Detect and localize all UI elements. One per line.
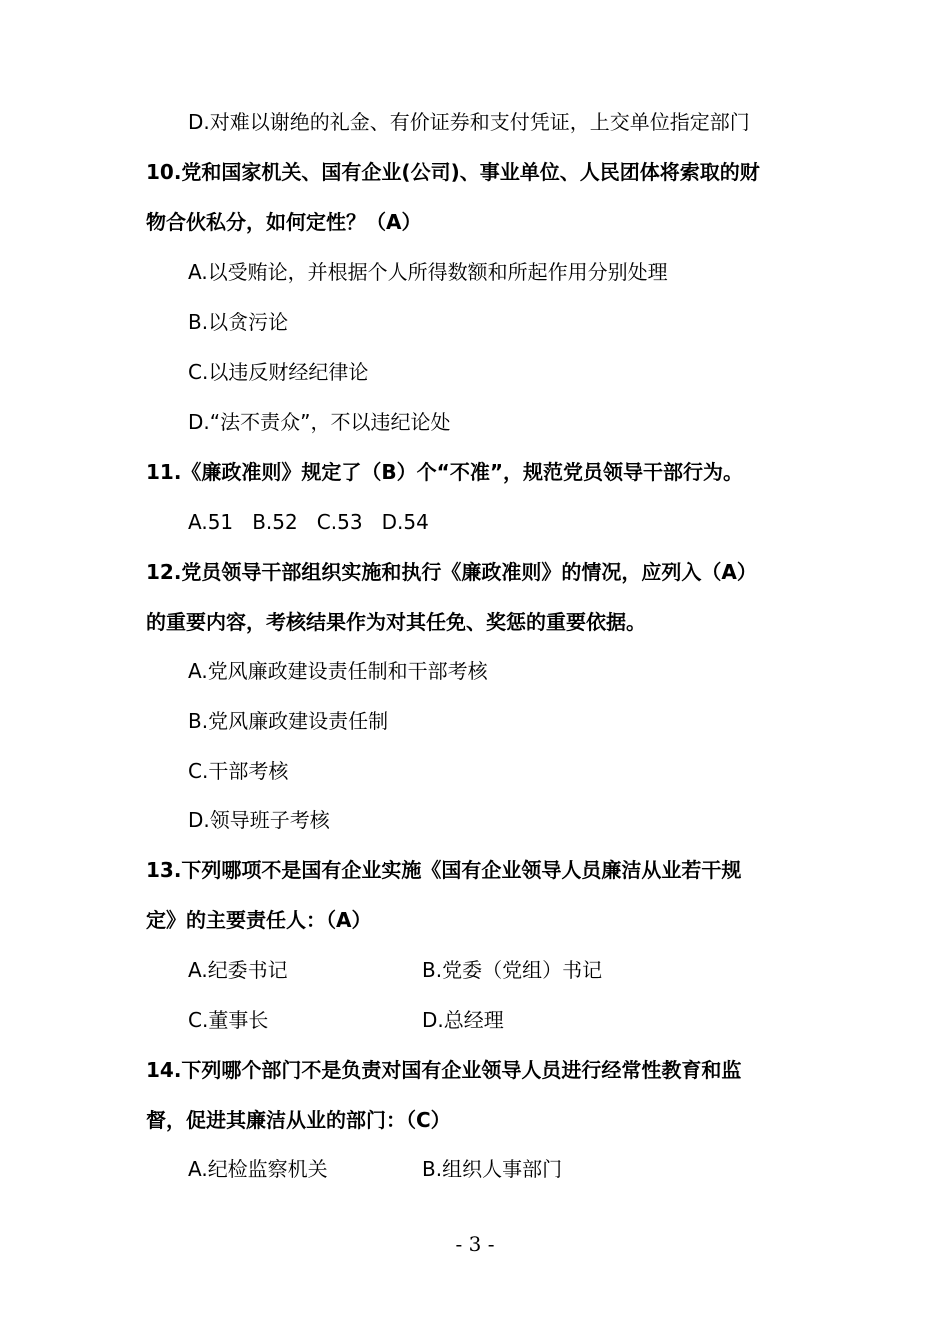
question-line: 11.《廉政准则》规定了（B）个“不准”，规范党员领导干部行为。 — [146, 460, 743, 484]
option-line: D.领导班子考核 — [188, 808, 330, 832]
question-line: 督，促进其廉洁从业的部门：（C） — [146, 1108, 451, 1132]
option-line: A.以受贿论，并根据个人所得数额和所起作用分别处理 — [188, 260, 668, 284]
question-line: 14.下列哪个部门不是负责对国有企业领导人员进行经常性教育和监 — [146, 1058, 742, 1082]
question-line: 定》的主要责任人：（A） — [146, 908, 372, 932]
option-line: B.党风廉政建设责任制 — [188, 709, 389, 733]
option-line: B.以贪污论 — [188, 310, 289, 334]
option-line: A.纪委书记 — [188, 958, 288, 982]
option-line: D.对难以谢绝的礼金、有价证券和支付凭证，上交单位指定部门 — [188, 110, 750, 134]
option-line: C.干部考核 — [188, 759, 289, 783]
question-line: 12.党员领导干部组织实施和执行《廉政准则》的情况，应列入（A） — [146, 560, 757, 584]
option-line: C.以违反财经纪律论 — [188, 360, 369, 384]
option-line: A.党风廉政建设责任制和干部考核 — [188, 659, 488, 683]
page-number: - 3 - — [455, 1232, 495, 1256]
question-line: 10.党和国家机关、国有企业(公司)、事业单位、人民团体将索取的财 — [146, 160, 760, 184]
option-line: D.“法不责众”，不以违纪论处 — [188, 410, 451, 434]
option-line: D.总经理 — [422, 1008, 504, 1032]
option-line: B.党委（党组）书记 — [422, 958, 603, 982]
option-line: A.纪检监察机关 — [188, 1157, 328, 1181]
question-line: 物合伙私分，如何定性？（A） — [146, 210, 422, 234]
question-line: 的重要内容，考核结果作为对其任免、奖惩的重要依据。 — [146, 610, 646, 634]
option-line: C.董事长 — [188, 1008, 269, 1032]
option-line: B.组织人事部门 — [422, 1157, 563, 1181]
option-line: A.51 B.52 C.53 D.54 — [188, 510, 429, 534]
question-line: 13.下列哪项不是国有企业实施《国有企业领导人员廉洁从业若干规 — [146, 858, 742, 882]
